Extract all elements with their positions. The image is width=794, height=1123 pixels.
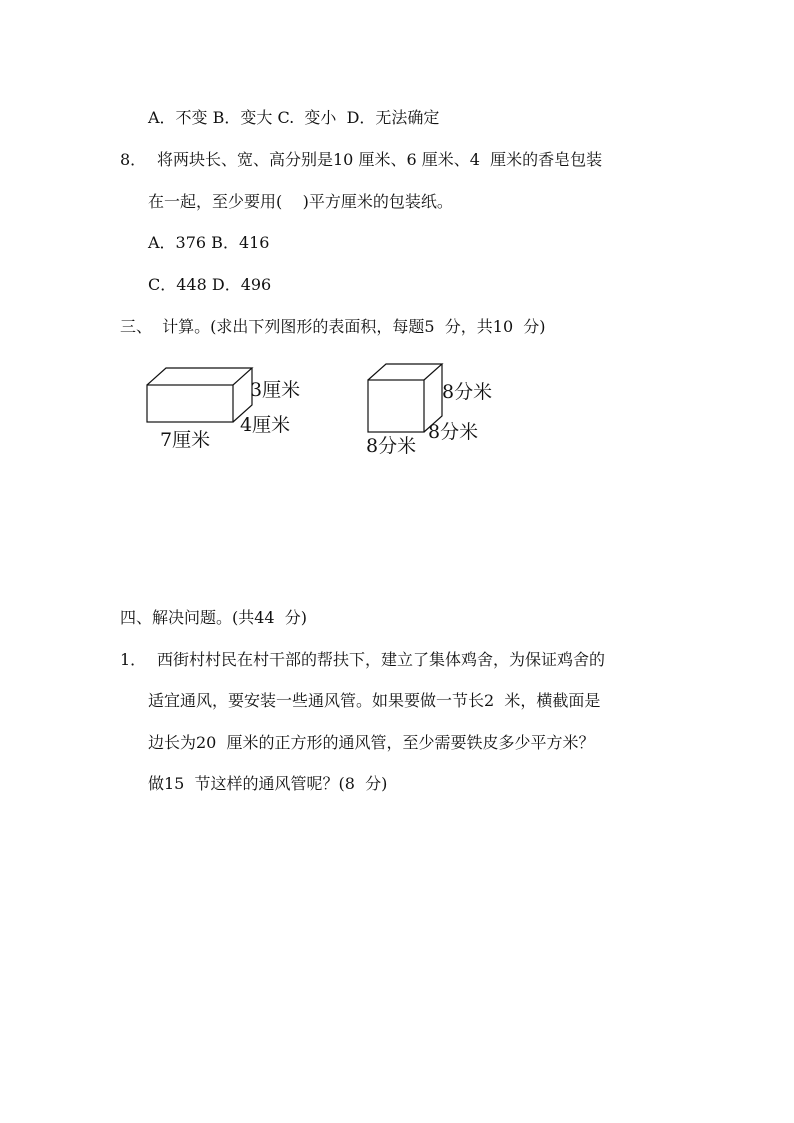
q8-number: 8． — [120, 150, 147, 169]
section3-heading: 三、 计算。(求出下列图形的表面积，每题5 分，共10 分) — [120, 317, 546, 336]
q8-options-line1: A．376 B．416 — [148, 233, 270, 252]
cuboid-height-label: 3厘米 — [250, 379, 301, 401]
s4-q1-line4: 做15 节这样的通风管呢？(8 分) — [148, 774, 388, 793]
cuboid-top-face — [147, 368, 252, 385]
section4-heading: 四、解决问题。(共44 分) — [120, 608, 308, 627]
cube-figure — [360, 358, 510, 460]
s4-q1-line2: 适宜通风，要安装一些通风管。如果要做一节长2 米，横截面是 — [148, 691, 601, 710]
cube-depth-label: 8分米 — [428, 421, 479, 443]
s4-q1-line3: 边长为20 厘米的正方形的通风管，至少需要铁皮多少平方米？ — [148, 733, 595, 752]
q8-options-line2: C．448 D．496 — [148, 275, 272, 294]
q8-stem-line2: 在一起，至少要用( )平方厘米的包装纸。 — [148, 192, 453, 211]
cube-front-label: 8分米 — [366, 435, 417, 457]
s4-q1-line1: 西街村村民在村干部的帮扶下，建立了集体鸡舍，为保证鸡舍的 — [157, 650, 606, 669]
q7-options: A．不变 B．变大 C. 变小 D．无法确定 — [148, 108, 440, 127]
s4-q1-number: 1． — [120, 650, 147, 669]
cube-front-face — [368, 380, 424, 432]
cuboid-depth-label: 4厘米 — [240, 414, 291, 436]
cuboid-front-face — [147, 385, 233, 422]
cube-height-label: 8分米 — [442, 381, 493, 403]
q8-stem-line1: 将两块长、宽、高分别是10 厘米、6 厘米、4 厘米的香皂包装 — [157, 150, 603, 169]
cube-top-face — [368, 364, 442, 380]
cuboid-length-label: 7厘米 — [160, 429, 211, 451]
cuboid-figure — [140, 360, 320, 456]
